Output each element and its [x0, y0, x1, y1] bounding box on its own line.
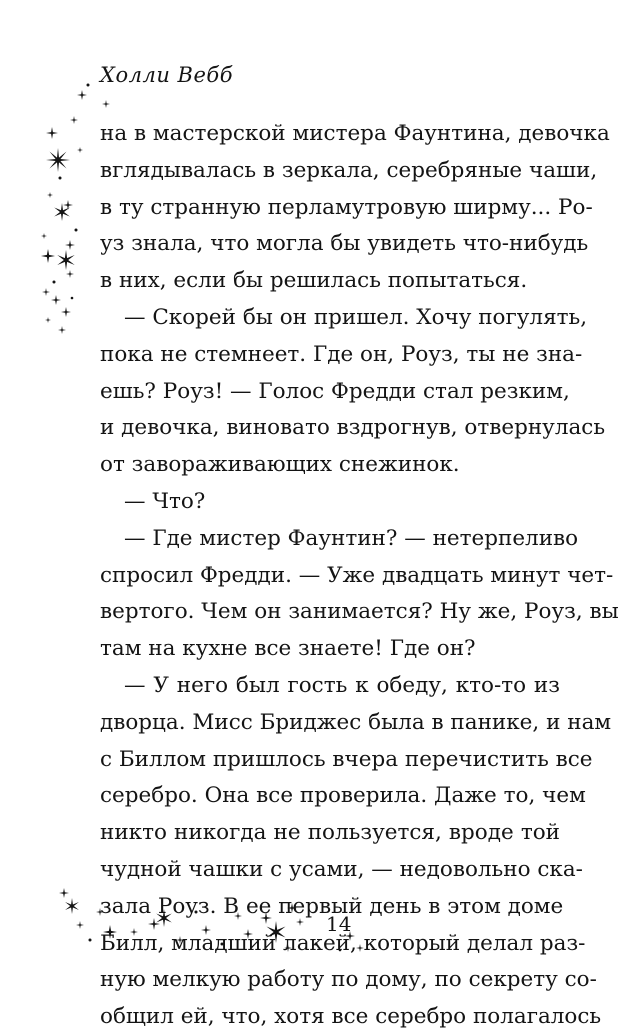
text-line: уз знала, что могла бы увидеть что-нибудь: [100, 231, 589, 257]
sparkle-dot-icon: [87, 84, 90, 87]
text-line: на в мастерской мистера Фаунтина, девочка: [100, 121, 610, 146]
text-line: с Биллом пришлось вчера перечистить все: [100, 746, 593, 772]
text-line: ешь? Роуз! — Голос Фредди стал резким,: [100, 378, 570, 404]
text-line: — Что?: [124, 488, 206, 514]
running-header-author: Холли Вебб: [100, 63, 234, 87]
text-line: Билл, младший лакей, который делал раз-: [100, 930, 586, 956]
page-number: 14: [326, 912, 352, 936]
sparkle-star-icon: [58, 326, 66, 334]
text-line: дворца. Мисс Бриджес была в панике, и нам: [100, 709, 612, 735]
text-line: никто никогда не пользуется, вроде той: [100, 820, 560, 846]
text-line: там на кухне все знаете! Где он?: [100, 636, 476, 662]
text-line: общил ей, что, хотя все серебро полагалось: [100, 1004, 602, 1030]
sparkle-star-icon: [61, 307, 71, 317]
text-line: в них, если бы решилась попытаться.: [100, 268, 528, 294]
sparkle-star-icon: [41, 233, 47, 239]
sparkle-star-icon: [77, 147, 83, 153]
sparkle-star-icon: [46, 127, 58, 139]
text-line: — Скорей бы он пришел. Хочу погулять,: [124, 304, 588, 330]
text-line: вертого. Чем он занимается? Ну же, Роуз, вы: [100, 599, 619, 625]
sparkle-star-icon: [102, 100, 110, 108]
sparkle-star-icon: [47, 192, 53, 198]
sparkle-star-icon: [70, 116, 78, 124]
sparkle-star-icon: [65, 898, 79, 914]
text-line: в ту странную перламутровую ширму... Ро-: [100, 194, 593, 220]
sparkle-dot-icon: [59, 177, 62, 180]
sparkle-dot-icon: [75, 229, 78, 232]
text-line: чудной чашки с усами, — недовольно ска-: [100, 856, 583, 882]
sparkle-star-icon: [41, 249, 55, 263]
text-line: от завораживающих снежинок.: [100, 452, 460, 478]
text-line: и девочка, виновато вздрогнув, отвернулась: [100, 415, 606, 441]
sparkle-star-icon: [57, 250, 74, 270]
sparkle-star-icon: [51, 295, 61, 305]
text-line: спросил Фредди. — Уже двадцать минут чет-: [100, 562, 614, 588]
text-line: пока не стемнеет. Где он, Роуз, ты не зна-: [100, 341, 583, 367]
sparkle-dot-icon: [71, 297, 74, 300]
sparkle-dot-icon: [89, 939, 92, 942]
sparkle-dot-icon: [53, 281, 56, 284]
text-line: — Где мистер Фаунтин? — нетерпеливо: [124, 525, 579, 551]
text-line: — У него был гость к обеду, кто-то из: [124, 672, 560, 698]
sparkle-star-icon: [46, 148, 70, 172]
sparkle-star-icon: [77, 90, 87, 100]
sparkle-star-icon: [42, 288, 50, 296]
text-line: зала Роуз. В ее первый день в этом доме: [100, 893, 564, 919]
text-line: серебро. Она все проверила. Даже то, чем: [100, 783, 586, 809]
sparkle-star-icon: [65, 240, 75, 250]
body-text: [100, 116, 619, 1036]
sparkle-star-icon: [59, 888, 69, 898]
sparkle-star-icon: [76, 921, 84, 929]
sparkle-star-icon: [66, 270, 74, 278]
text-line: вглядывалась в зеркала, серебряные чаши,: [100, 157, 598, 183]
text-line: ную мелкую работу по дому, по секрету со-: [100, 967, 597, 993]
sparkle-star-icon: [45, 317, 51, 323]
